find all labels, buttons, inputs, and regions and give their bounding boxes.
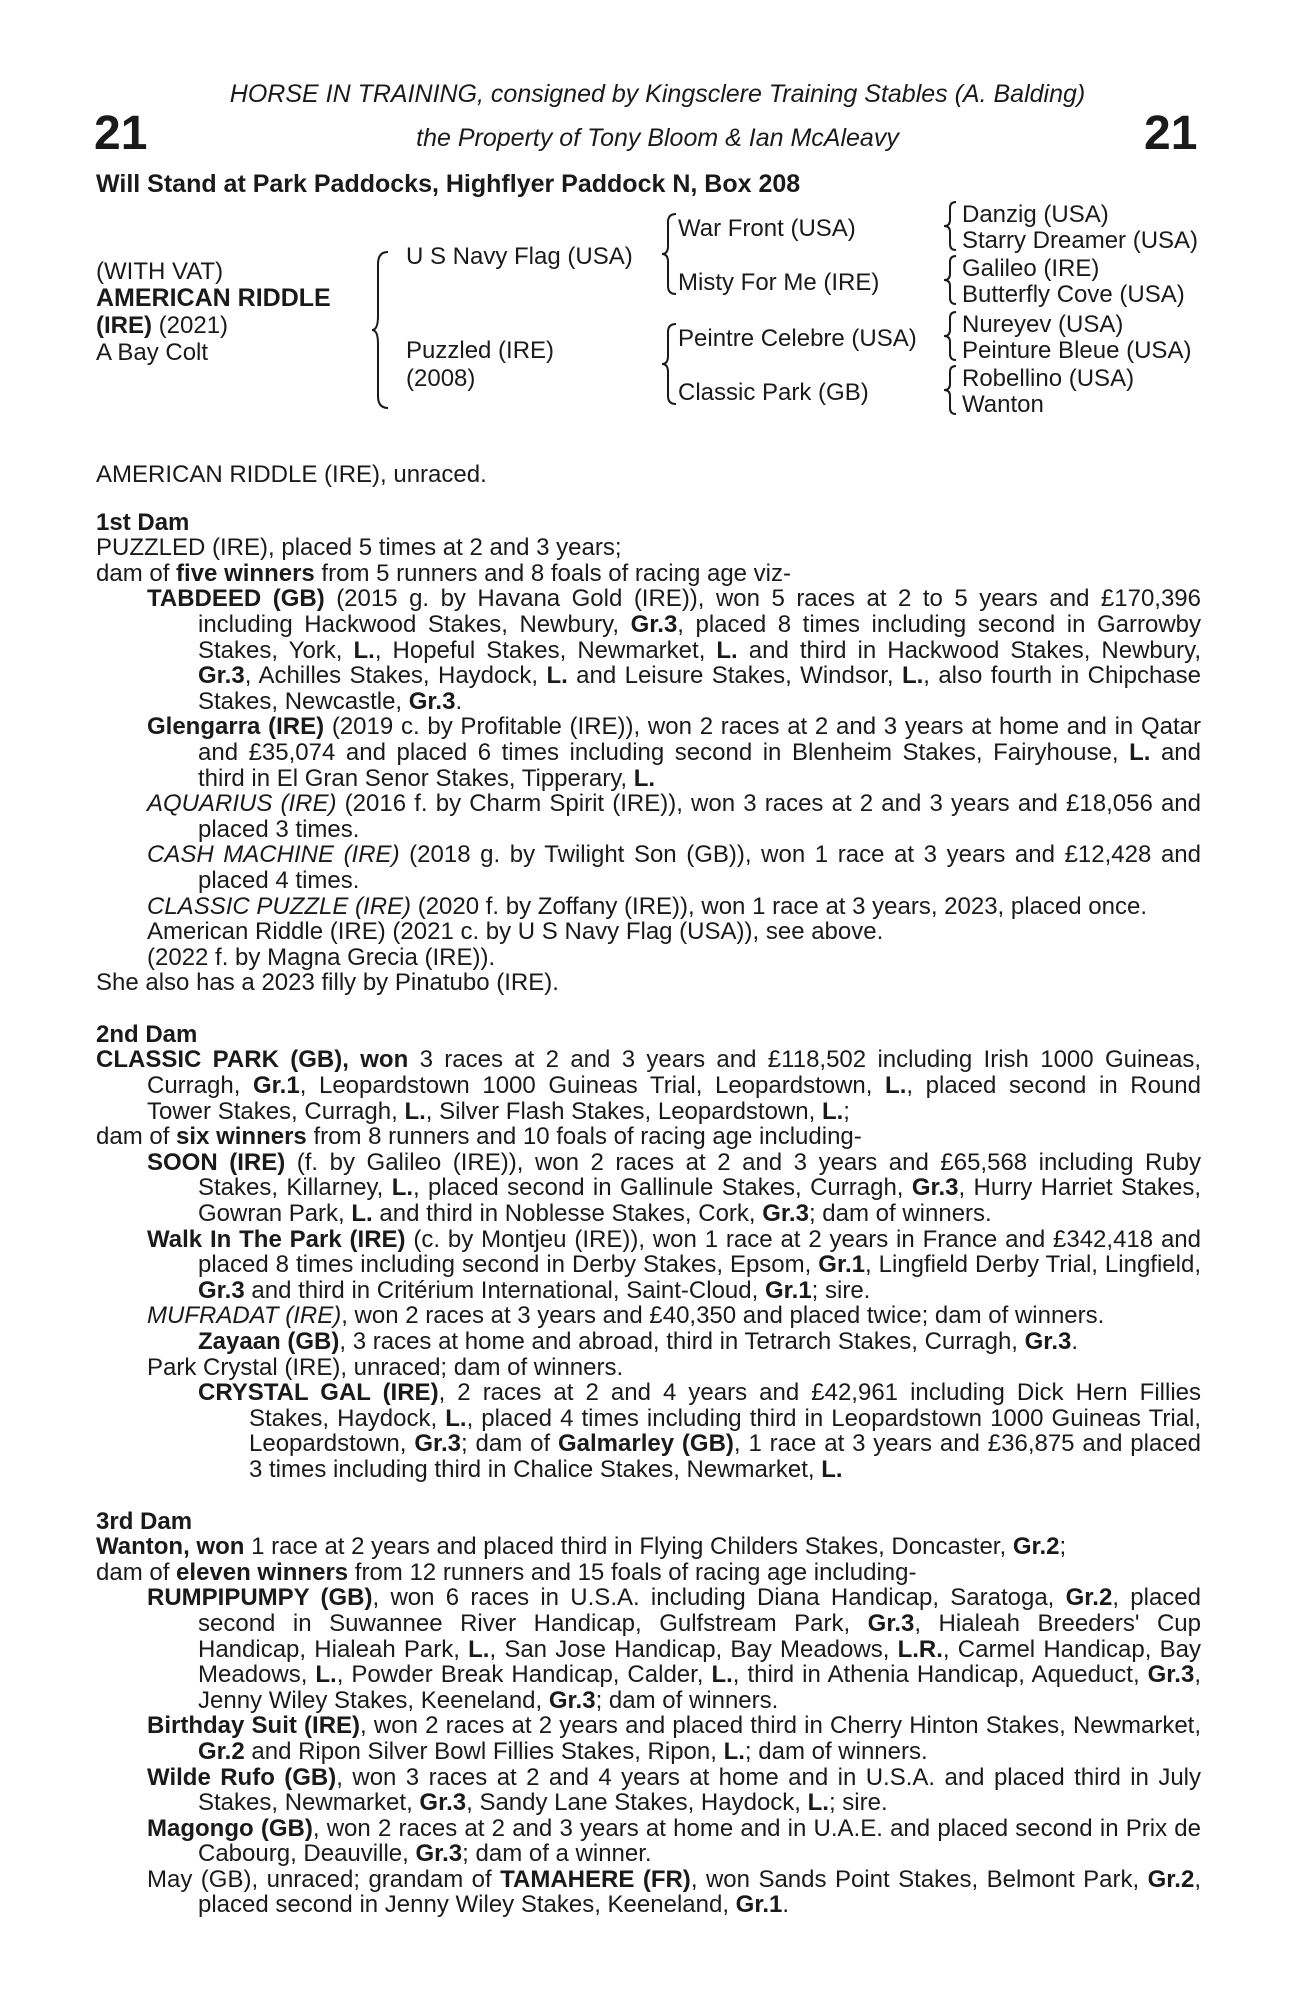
progeny-entry: Glengarra (IRE) (2019 c. by Profitable (IRE)), won 2 races at 2 and 3 years at home and in Qatar and £35,074 and placed 6 times including second in Blenheim Stakes, Fairyhouse, L. and third in El Gran Senor Stakes, Tipperary, L. — [147, 713, 1201, 792]
progeny-name: AQUARIUS (IRE) — [147, 790, 337, 818]
third-dam-record: Wanton, won 1 race at 2 years and placed third in Flying Childers Stakes, Doncaster, Gr.2; — [96, 1533, 1067, 1561]
progeny-name: Walk In The Park (IRE) — [147, 1225, 406, 1253]
progeny-entry: Zayaan (GB), 3 races at home and abroad, third in Tetrarch Stakes, Curragh, Gr.3. — [198, 1328, 1079, 1355]
ss-dam: Starry Dreamer (USA) — [962, 227, 1199, 254]
sire-dam: Misty For Me (IRE) — [678, 269, 880, 296]
property-line: the Property of Tony Bloom & Ian McAleavy — [416, 124, 899, 152]
progeny-entry: May (GB), unraced; grandam of TAMAHERE (FR), won Sands Point Stakes, Belmont Park, Gr.2, placed second in Jenny Wiley Stakes, Keeneland, Gr.1. — [147, 1865, 1201, 1919]
dd-dam: Wanton — [962, 391, 1044, 418]
progeny-name: RUMPIPUMPY (GB) — [147, 1584, 373, 1612]
third-dam-section — [96, 1509, 1201, 1919]
race-record-body — [96, 462, 1201, 1918]
lot-number-left: 21 — [94, 107, 148, 160]
dam-dam: Classic Park (GB) — [678, 379, 869, 406]
progeny-name: Birthday Suit (IRE) — [147, 1712, 361, 1740]
progeny-name: CASH MACHINE (IRE) — [147, 841, 400, 869]
unraced-note: AMERICAN RIDDLE (IRE), unraced. — [96, 461, 487, 488]
third-dam-heading: 3rd Dam — [96, 1507, 193, 1535]
ds-sire: Nureyev (USA) — [962, 311, 1124, 338]
progeny-entry: CRYSTAL GAL (IRE), 2 races at 2 and 4 years and £42,961 including Dick Hern Fillies Stakes, Haydock, L., placed 4 times including third in Leopardstown 1000 Guineas Trial, Leopardstown, Gr.3; dam of Galmarley (GB), 1 race at 3 years and £36,875 and placed 3 times including third in Chalice Stakes, Newmarket, L. — [198, 1379, 1202, 1483]
progeny-entry: Wilde Rufo (GB), won 3 races at 2 and 4 years at home and in U.S.A. and placed third in July Stakes, Newmarket, Gr.3, Sandy Lane Stakes, Haydock, L.; sire. — [147, 1763, 1201, 1817]
progeny-entry: Park Crystal (IRE), unraced; dam of winners. — [147, 1353, 624, 1381]
stand-location: Will Stand at Park Paddocks, Highflyer Paddock N, Box 208 — [96, 170, 801, 198]
second-dam-heading: 2nd Dam — [96, 1020, 198, 1048]
progeny-entry: MUFRADAT (IRE), won 2 races at 3 years and £40,350 and placed twice; dam of winners. — [147, 1302, 1105, 1330]
progeny-entry: SOON (IRE) (f. by Galileo (IRE)), won 2 races at 2 and 3 years and £65,568 including Ruby Stakes, Killarney, L., placed second in Gallinule Stakes, Curragh, Gr.3, Hurry Harriet Stakes, Gowran Park, L. and third in Noblesse Stakes, Cork, Gr.3; dam of winners. — [147, 1148, 1202, 1228]
dam-sire: Peintre Celebre (USA) — [678, 325, 917, 352]
winners-count: eleven winners — [176, 1558, 349, 1586]
progeny-name: Glengarra (IRE) — [147, 713, 325, 741]
summary-text: dam of — [96, 559, 177, 587]
subject-brace — [370, 250, 394, 410]
horse-name-suffix-line — [96, 311, 228, 340]
sire-sire: War Front (USA) — [678, 215, 856, 242]
progeny-entry: Birthday Suit (IRE), won 2 races at 2 years and placed third in Cherry Hinton Stakes, Newmarket, Gr.2 and Ripon Silver Bowl Fillies Stakes, Ripon, L.; dam of winners. — [147, 1712, 1201, 1765]
second-dam-record: CLASSIC PARK (GB), won 3 races at 2 and 3 years and £118,502 including Irish 1000 Guineas, Curragh, Gr.1, Leopardstown 1000 Guineas Trial, Leopardstown, L., placed second in Round Tower Stakes, Curragh, L., Silver Flash Stakes, Leopardstown, L.; — [96, 1046, 1202, 1125]
lot-number-right: 21 — [1144, 107, 1198, 160]
progeny-entry: Walk In The Park (IRE) (c. by Montjeu (IRE)), won 1 race at 2 years in France and £342,418 and placed 8 times including second in Derby Stakes, Epsom, Gr.1, Lingfield Derby Trial, Lingfield, Gr.3 and third in Critérium International, Saint-Cloud, Gr.1; sire. — [147, 1225, 1202, 1304]
summary-text: from 5 runners and 8 foals of racing age viz- — [314, 559, 792, 587]
winners-count: five winners — [176, 559, 315, 587]
first-dam-heading: 1st Dam — [96, 508, 190, 536]
third-dam-summary: dam of eleven winners from 12 runners and 15 foals of racing age including- — [96, 1558, 917, 1586]
first-dam-summary — [96, 561, 1201, 587]
dam-name: Puzzled (IRE) — [406, 337, 555, 364]
dd-brace — [942, 364, 960, 416]
ss-sire: Danzig (USA) — [962, 201, 1109, 228]
progeny-name: SOON (IRE) — [147, 1148, 286, 1176]
sd-sire: Galileo (IRE) — [962, 255, 1100, 282]
horse-year: (2021) — [152, 312, 229, 339]
progeny-entry: American Riddle (IRE) (2021 c. by U S Navy Flag (USA)), see above. — [147, 918, 884, 946]
grand-progeny-name: TAMAHERE (FR) — [500, 1865, 691, 1893]
progeny-entry: (2022 f. by Magna Grecia (IRE)). — [147, 943, 496, 971]
dam-name-text: CLASSIC PARK (GB) — [96, 1046, 343, 1074]
dd-sire: Robellino (USA) — [962, 365, 1135, 392]
progeny-name: Magongo (GB) — [147, 1814, 313, 1842]
progeny-name: Zayaan (GB) — [198, 1328, 340, 1355]
dam-year: (2008) — [406, 365, 476, 392]
winners-count: six winners — [176, 1123, 307, 1151]
horse-name: AMERICAN RIDDLE — [96, 284, 331, 312]
vat-note: (WITH VAT) — [96, 258, 224, 285]
consignor-line: HORSE IN TRAINING, consigned by Kingsclere Training Stables (A. Balding) — [229, 80, 1086, 108]
ds-brace — [942, 310, 960, 362]
ds-dam: Peinture Bleue (USA) — [962, 337, 1192, 364]
sd-brace — [942, 254, 960, 306]
progeny-entry: CLASSIC PUZZLE (IRE) (2020 f. by Zoffany (IRE)), won 1 race at 3 years, 2023, placed once. — [147, 892, 1147, 920]
second-dam-summary: dam of six winners from 8 runners and 10 foals of racing age including- — [96, 1123, 862, 1151]
progeny-entry: AQUARIUS (IRE) (2016 f. by Charm Spirit (IRE)), won 3 races at 2 and 3 years and £18,056 and placed 3 times. — [147, 790, 1202, 843]
first-dam-intro: PUZZLED (IRE), placed 5 times at 2 and 3 years; — [96, 534, 622, 562]
first-dam-section — [96, 510, 1201, 996]
progeny-entry: Magongo (GB), won 2 races at 2 and 3 years at home and in U.A.E. and placed second in Prix de Cabourg, Deauville, Gr.3; dam of a winner. — [147, 1814, 1201, 1868]
second-dam-section — [96, 1022, 1201, 1483]
progeny-entry: RUMPIPUMPY (GB), won 6 races in U.S.A. including Diana Handicap, Saratoga, Gr.2, placed second in Suwannee River Handicap, Gulfstream Park, Gr.3, Hialeah Breeders' Cup Handicap, Hialeah Park, L., San Jose Handicap, Bay Meadows, L.R., Carmel Handicap, Bay Meadows, L., Powder Break Handicap, Calder, L., third in Athenia Handicap, Aqueduct, Gr.3, Jenny Wiley Stakes, Keeneland, Gr.3; dam of winners. — [147, 1584, 1201, 1714]
progeny-name: CRYSTAL GAL (IRE) — [198, 1379, 439, 1407]
first-dam-footnote: She also has a 2023 filly by Pinatubo (IRE). — [96, 969, 559, 997]
ss-brace — [942, 200, 960, 252]
sd-dam: Butterfly Cove (USA) — [962, 281, 1185, 308]
progeny-entry: CASH MACHINE (IRE) (2018 g. by Twilight Son (GB)), won 1 race at 3 years and £12,428 and placed 4 times. — [147, 841, 1201, 894]
sire-name: U S Navy Flag (USA) — [406, 243, 633, 270]
progeny-name: Wilde Rufo (GB) — [147, 1763, 337, 1791]
dam-name-text: Wanton — [96, 1533, 184, 1561]
horse-country: (IRE) — [96, 312, 152, 339]
progeny-name: CLASSIC PUZZLE (IRE) — [147, 892, 412, 920]
horse-description: A Bay Colt — [96, 339, 209, 366]
progeny-name: TABDEED (GB) — [147, 585, 325, 613]
progeny-entry: TABDEED (GB) (2015 g. by Havana Gold (IRE)), won 5 races at 2 to 5 years and £170,396 including Hackwood Stakes, Newbury, Gr.3, placed 8 times including second in Garrowby Stakes, York, L., Hopeful Stakes, Newmarket, L. and third in Hackwood Stakes, Newbury, Gr.3, Achilles Stakes, Haydock, L. and Leisure Stakes, Windsor, L., also fourth in Chipchase Stakes, Newcastle, Gr.3. — [147, 585, 1202, 715]
progeny-name: MUFRADAT (IRE) — [147, 1302, 342, 1330]
